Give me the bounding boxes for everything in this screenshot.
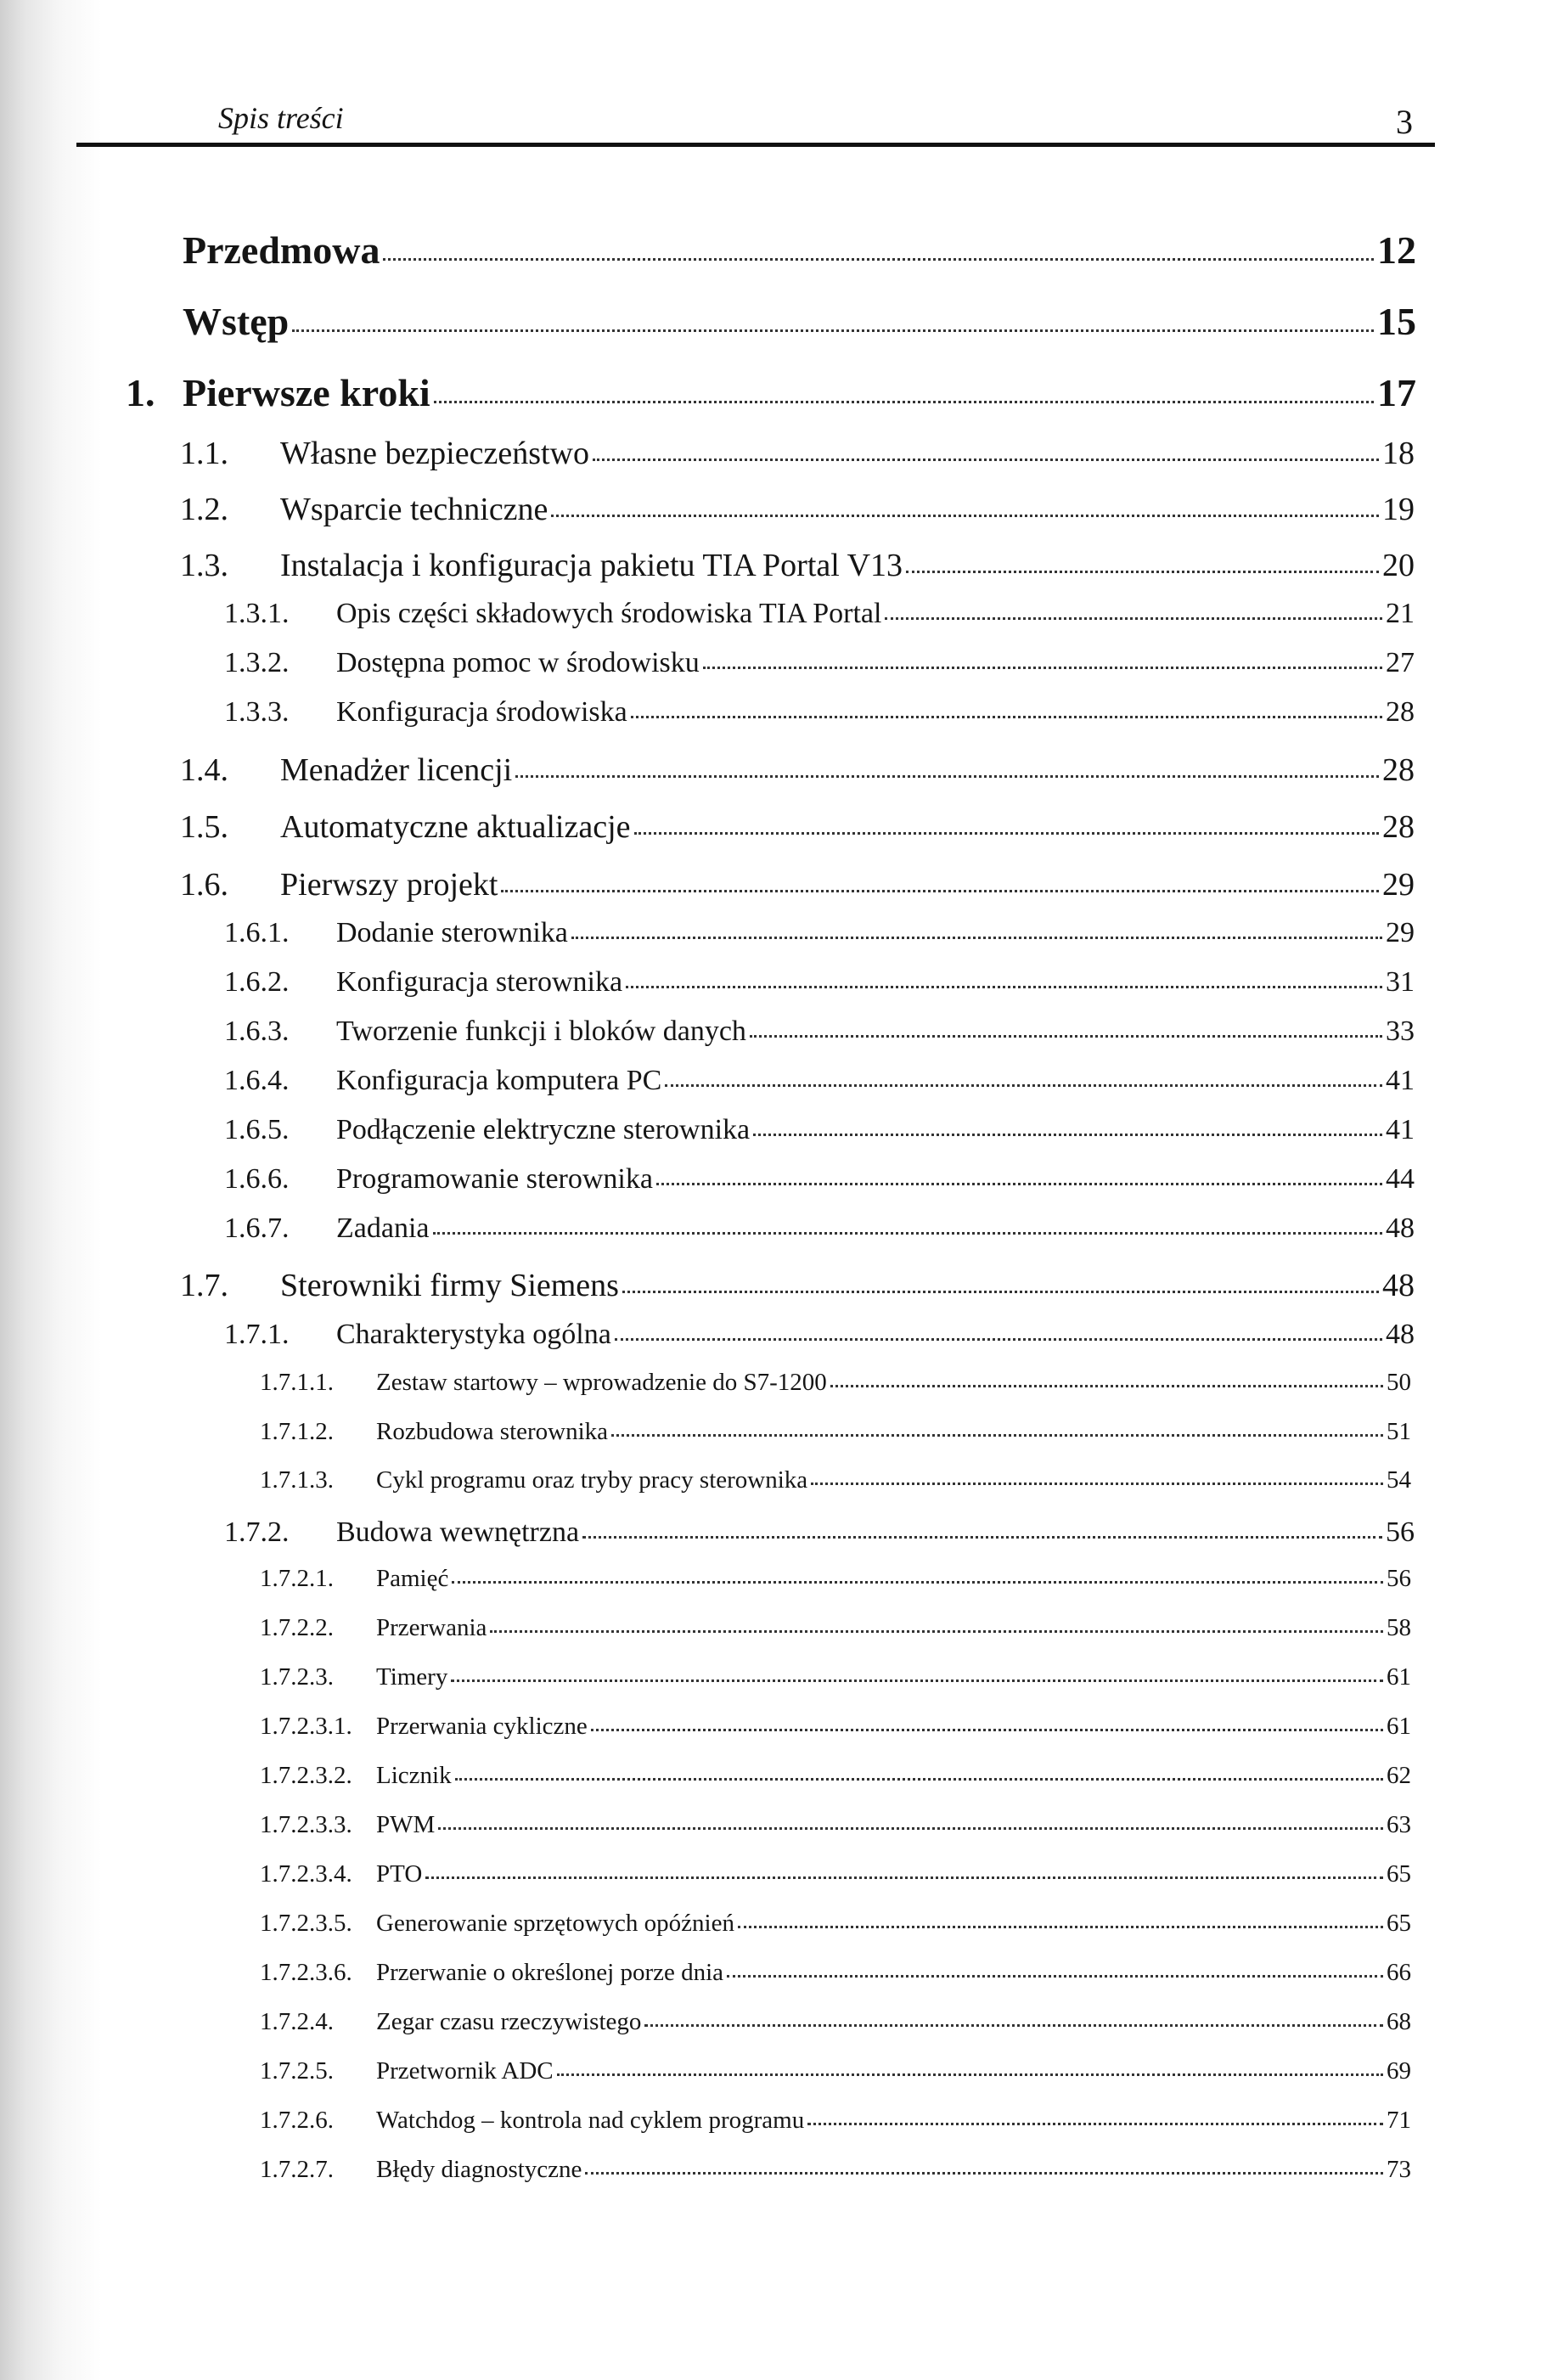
toc-entry bbox=[0, 1910, 1547, 1938]
toc-entry-number: 1.6. bbox=[180, 867, 228, 903]
toc-entry-title: Programowanie sterownika bbox=[336, 1163, 653, 1195]
toc-entry-page: 17 bbox=[1377, 371, 1416, 414]
toc-entry-page: 18 bbox=[1382, 436, 1415, 471]
toc-entry bbox=[0, 370, 1547, 415]
toc-entry-title: Przedmowa bbox=[183, 228, 380, 272]
toc-entry-number: 1.7.2.3.6. bbox=[260, 1959, 352, 1986]
toc-dot-leader bbox=[665, 1084, 1382, 1087]
toc-entry-number: 1.6.3. bbox=[224, 1016, 290, 1047]
toc-entry-page: 51 bbox=[1387, 1418, 1411, 1445]
toc-entry-title: Sterowniki firmy Siemens bbox=[280, 1268, 619, 1303]
toc-entry-title: Rozbudowa sterownika bbox=[376, 1418, 609, 1445]
toc-entry bbox=[0, 1713, 1547, 1741]
toc-entry-number: 1.3.2. bbox=[224, 647, 290, 678]
toc-dot-leader bbox=[292, 329, 1374, 332]
toc-entry-title: Pierwszy projekt bbox=[280, 867, 498, 903]
toc-dot-leader bbox=[433, 1232, 1383, 1235]
toc-entry-title: Generowanie sprzętowych opóźnień bbox=[376, 1910, 734, 1937]
header-rule bbox=[76, 143, 1435, 147]
toc-entry-title: Licznik bbox=[376, 1762, 452, 1789]
toc-entry-number: 1.7.2.7. bbox=[260, 2156, 334, 2183]
toc-entry-page: 56 bbox=[1386, 1516, 1415, 1548]
toc-entry-number: 1.7. bbox=[180, 1268, 228, 1303]
toc-entry-number: 1.7.2.2. bbox=[260, 1614, 334, 1641]
toc-entry bbox=[0, 1016, 1547, 1048]
toc-entry bbox=[0, 808, 1547, 846]
toc-entry-title: Przerwania bbox=[376, 1614, 487, 1641]
toc-entry-number: 1.7.2.6. bbox=[260, 2107, 334, 2134]
toc-entry-title: Tworzenie funkcji i bloków danych bbox=[336, 1016, 746, 1047]
toc-entry-title: Zestaw startowy – wprowadzenie do S7-1200 bbox=[376, 1369, 827, 1396]
toc-entry-number: 1.7.2.3.1. bbox=[260, 1713, 352, 1740]
toc-entry-number: 1.3. bbox=[180, 548, 228, 583]
toc-entry-number: 1.6.6. bbox=[224, 1163, 290, 1195]
toc-entry-title: Przerwania cykliczne bbox=[376, 1713, 588, 1740]
toc-entry-page: 63 bbox=[1387, 1811, 1411, 1838]
toc-entry-title: Pierwsze kroki bbox=[183, 371, 430, 414]
toc-entry-page: 28 bbox=[1386, 696, 1415, 728]
toc-entry-number: 1.7.1.3. bbox=[260, 1466, 334, 1494]
toc-dot-leader bbox=[425, 1876, 1383, 1879]
toc-entry bbox=[0, 1163, 1547, 1196]
toc-dot-leader bbox=[557, 2073, 1383, 2076]
toc-entry-page: 69 bbox=[1387, 2057, 1411, 2085]
toc-entry-page: 12 bbox=[1377, 228, 1416, 272]
toc-dot-leader bbox=[551, 515, 1379, 517]
toc-dot-leader bbox=[906, 571, 1379, 573]
toc-entry-page: 41 bbox=[1386, 1114, 1415, 1145]
toc-dot-leader bbox=[727, 1975, 1383, 1978]
toc-entry-number: 1.1. bbox=[180, 436, 228, 471]
toc-dot-leader bbox=[438, 1827, 1383, 1830]
toc-entry-title: Cykl programu oraz tryby pracy sterownika bbox=[376, 1466, 808, 1494]
toc-dot-leader bbox=[501, 890, 1379, 892]
toc-entry-title: Konfiguracja środowiska bbox=[336, 696, 627, 728]
toc-entry bbox=[0, 966, 1547, 999]
toc-entry bbox=[0, 1114, 1547, 1146]
toc-entry-number: 1.6.4. bbox=[224, 1065, 290, 1096]
toc-entry-number: 1.7.2.3.3. bbox=[260, 1811, 352, 1838]
toc-entry-page: 28 bbox=[1382, 752, 1415, 788]
toc-entry-number: 1.6.5. bbox=[224, 1114, 290, 1145]
toc-dot-leader bbox=[615, 1338, 1382, 1341]
toc-entry-number: 1.3.3. bbox=[224, 696, 290, 728]
toc-entry-title: Charakterystyka ogólna bbox=[336, 1319, 611, 1350]
toc-entry-number: 1.6.2. bbox=[224, 966, 290, 998]
toc-entry-title: Pamięć bbox=[376, 1565, 449, 1592]
toc-dot-leader bbox=[490, 1630, 1383, 1633]
toc-entry-page: 31 bbox=[1386, 966, 1415, 998]
toc-entry bbox=[0, 1213, 1547, 1245]
toc-entry-number: 1.7.2. bbox=[224, 1516, 290, 1548]
toc-dot-leader bbox=[593, 459, 1379, 461]
toc-entry bbox=[0, 917, 1547, 949]
toc-entry-page: 28 bbox=[1382, 809, 1415, 845]
toc-entry-page: 19 bbox=[1382, 492, 1415, 527]
toc-entry-title: Watchdog – kontrola nad cyklem programu bbox=[376, 2107, 805, 2134]
toc-entry-number: 1. bbox=[126, 371, 155, 414]
toc-dot-leader bbox=[591, 1729, 1383, 1731]
toc-entry bbox=[0, 696, 1547, 729]
toc-entry bbox=[0, 751, 1547, 789]
toc-dot-leader bbox=[383, 258, 1374, 261]
toc-entry-page: 73 bbox=[1387, 2156, 1411, 2183]
toc-dot-leader bbox=[611, 1434, 1383, 1437]
toc-entry-page: 68 bbox=[1387, 2008, 1411, 2035]
toc-entry-number: 1.7.1.2. bbox=[260, 1418, 334, 1445]
toc-dot-leader bbox=[750, 1035, 1382, 1038]
toc-dot-leader bbox=[830, 1385, 1383, 1387]
toc-entry-number: 1.6.1. bbox=[224, 917, 290, 948]
toc-dot-leader bbox=[571, 937, 1382, 939]
toc-entry-title: Błędy diagnostyczne bbox=[376, 2156, 582, 2183]
toc-entry-title: PWM bbox=[376, 1811, 436, 1838]
toc-dot-leader bbox=[515, 775, 1379, 778]
toc-dot-leader bbox=[582, 1536, 1382, 1539]
toc-entry bbox=[0, 2008, 1547, 2036]
toc-entry-title: Przerwanie o określonej porze dnia bbox=[376, 1959, 724, 1986]
toc-entry-number: 1.4. bbox=[180, 752, 228, 788]
toc-dot-leader bbox=[807, 2123, 1383, 2125]
toc-entry-title: Dostępna pomoc w środowisku bbox=[336, 647, 700, 678]
toc-entry-page: 41 bbox=[1386, 1065, 1415, 1096]
toc-entry-number: 1.7.2.3. bbox=[260, 1663, 334, 1691]
toc-entry bbox=[0, 1959, 1547, 1987]
toc-entry-number: 1.2. bbox=[180, 492, 228, 527]
toc-dot-leader bbox=[626, 986, 1382, 988]
toc-entry bbox=[0, 2107, 1547, 2135]
toc-entry-title: Podłączenie elektryczne sterownika bbox=[336, 1114, 751, 1145]
toc-entry bbox=[0, 598, 1547, 630]
toc-dot-leader bbox=[738, 1926, 1383, 1928]
toc-entry bbox=[0, 1860, 1547, 1888]
toc-entry-title: Budowa wewnętrzna bbox=[336, 1516, 580, 1548]
toc-dot-leader bbox=[703, 667, 1382, 669]
toc-entry-title: Instalacja i konfiguracja pakietu TIA Portal V13 bbox=[280, 548, 903, 583]
toc-entry-title: Zegar czasu rzeczywistego bbox=[376, 2008, 642, 2035]
toc-entry-page: 29 bbox=[1382, 867, 1415, 903]
toc-entry-page: 33 bbox=[1386, 1016, 1415, 1047]
toc-entry-number: 1.7.2.3.5. bbox=[260, 1910, 352, 1937]
toc-entry bbox=[0, 1565, 1547, 1593]
toc-entry-page: 15 bbox=[1377, 300, 1416, 343]
toc-entry-title: Dodanie sterownika bbox=[336, 917, 568, 948]
toc-entry-title: PTO bbox=[376, 1860, 423, 1888]
toc-entry-number: 1.7.2.5. bbox=[260, 2057, 334, 2085]
toc-entry bbox=[0, 866, 1547, 903]
toc-dot-leader bbox=[434, 401, 1374, 403]
toc-entry bbox=[0, 1811, 1547, 1839]
toc-dot-leader bbox=[753, 1134, 1382, 1136]
toc-dot-leader bbox=[622, 1291, 1379, 1293]
toc-entry-page: 58 bbox=[1387, 1614, 1411, 1641]
toc-entry-number: 1.7.2.3.4. bbox=[260, 1860, 352, 1888]
toc-entry-number: 1.7.1.1. bbox=[260, 1369, 334, 1396]
toc-dot-leader bbox=[656, 1183, 1382, 1185]
toc-entry-page: 21 bbox=[1386, 598, 1415, 629]
toc-entry-title: Konfiguracja komputera PC bbox=[336, 1065, 662, 1096]
toc-entry bbox=[0, 1516, 1547, 1549]
toc-entry-page: 71 bbox=[1387, 2107, 1411, 2134]
toc-entry bbox=[0, 435, 1547, 472]
toc-entry bbox=[0, 1065, 1547, 1097]
toc-entry-page: 62 bbox=[1387, 1762, 1411, 1789]
toc-entry-page: 27 bbox=[1386, 647, 1415, 678]
toc-entry bbox=[0, 299, 1547, 344]
toc-dot-leader bbox=[455, 1778, 1383, 1781]
toc-entry bbox=[0, 1319, 1547, 1351]
toc-entry-page: 48 bbox=[1382, 1268, 1415, 1303]
toc-dot-leader bbox=[811, 1483, 1383, 1485]
toc-entry-number: 1.5. bbox=[180, 809, 228, 845]
toc-entry-page: 29 bbox=[1386, 917, 1415, 948]
toc-entry-page: 65 bbox=[1387, 1860, 1411, 1888]
toc-entry bbox=[0, 1418, 1547, 1446]
toc-entry-page: 44 bbox=[1386, 1163, 1415, 1195]
toc-entry-number: 1.3.1. bbox=[224, 598, 290, 629]
toc-entry bbox=[0, 1369, 1547, 1397]
toc-entry bbox=[0, 2057, 1547, 2085]
toc-entry bbox=[0, 491, 1547, 528]
toc-dot-leader bbox=[452, 1581, 1383, 1584]
toc-entry-number: 1.7.2.1. bbox=[260, 1565, 334, 1592]
toc-entry-page: 66 bbox=[1387, 1959, 1411, 1986]
toc-entry bbox=[0, 228, 1547, 273]
toc-entry-title: Timery bbox=[376, 1663, 448, 1691]
toc-entry-title: Konfiguracja sterownika bbox=[336, 966, 623, 998]
toc-entry-number: 1.6.7. bbox=[224, 1213, 290, 1244]
toc-entry-page: 61 bbox=[1387, 1663, 1411, 1691]
toc-entry bbox=[0, 1466, 1547, 1494]
toc-dot-leader bbox=[631, 716, 1382, 718]
toc-dot-leader bbox=[451, 1680, 1383, 1682]
toc-entry bbox=[0, 547, 1547, 584]
toc-entry bbox=[0, 1614, 1547, 1642]
toc-entry bbox=[0, 1267, 1547, 1304]
toc-dot-leader bbox=[634, 832, 1379, 835]
toc-entry-title: Opis części składowych środowiska TIA Portal bbox=[336, 598, 882, 629]
toc-entry bbox=[0, 1762, 1547, 1790]
toc-entry-page: 50 bbox=[1387, 1369, 1411, 1396]
toc-entry-title: Automatyczne aktualizacje bbox=[280, 809, 631, 845]
toc-entry-page: 65 bbox=[1387, 1910, 1411, 1937]
toc-entry-page: 48 bbox=[1386, 1319, 1415, 1350]
toc-entry-page: 56 bbox=[1387, 1565, 1411, 1592]
toc-entry-title: Wstęp bbox=[183, 300, 290, 343]
toc-dot-leader bbox=[644, 2024, 1383, 2027]
toc-entry-number: 1.7.2.3.2. bbox=[260, 1762, 352, 1789]
toc-dot-leader bbox=[585, 2172, 1383, 2175]
toc-entry-title: Własne bezpieczeństwo bbox=[280, 436, 589, 471]
header-page-number: 3 bbox=[1396, 103, 1413, 141]
toc-dot-leader bbox=[885, 617, 1382, 620]
toc-entry-title: Przetwornik ADC bbox=[376, 2057, 554, 2085]
toc-entry bbox=[0, 647, 1547, 679]
toc-entry-page: 54 bbox=[1387, 1466, 1411, 1494]
toc-entry-page: 48 bbox=[1386, 1213, 1415, 1244]
toc-entry bbox=[0, 1663, 1547, 1691]
header-title: Spis treści bbox=[218, 101, 344, 135]
toc-entry bbox=[0, 2156, 1547, 2184]
toc-entry-page: 61 bbox=[1387, 1713, 1411, 1740]
toc-entry-title: Wsparcie techniczne bbox=[280, 492, 548, 527]
toc-entry-title: Zadania bbox=[336, 1213, 430, 1244]
toc-entry-number: 1.7.2.4. bbox=[260, 2008, 334, 2035]
toc-entry-page: 20 bbox=[1382, 548, 1415, 583]
toc-entry-number: 1.7.1. bbox=[224, 1319, 290, 1350]
toc-entry-title: Menadżer licencji bbox=[280, 752, 513, 788]
running-header bbox=[76, 93, 1435, 144]
